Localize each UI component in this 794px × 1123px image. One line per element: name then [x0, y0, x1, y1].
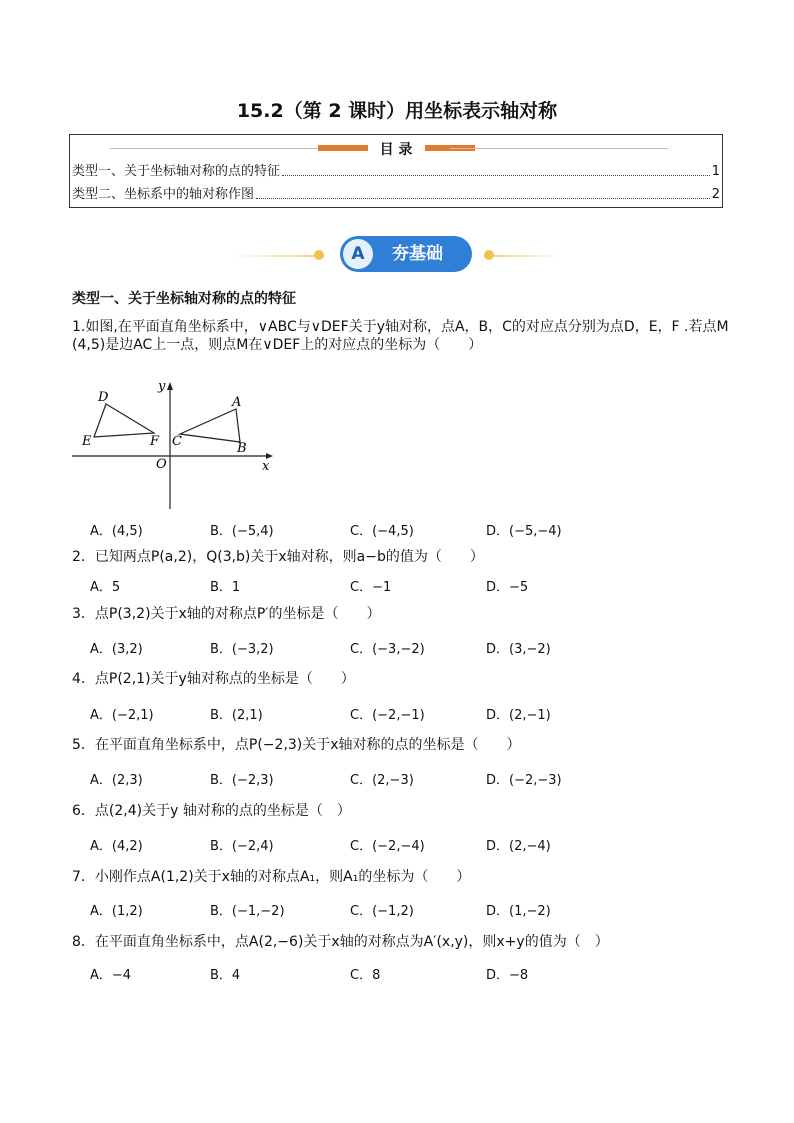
- table-of-contents: [69, 134, 723, 208]
- option-d[interactable]: D．(−2,−3): [486, 773, 562, 788]
- option-c[interactable]: C．(−1,2): [350, 904, 414, 919]
- section-badge-row: [0, 236, 794, 276]
- question-4-options: [90, 704, 690, 724]
- option-a[interactable]: A．(3,2): [90, 642, 143, 657]
- question-7-stem: 7．小刚作点A(1,2)关于x轴的对称点A₁，则A₁的坐标为（ ）: [72, 869, 471, 885]
- label-y: y: [158, 379, 166, 394]
- question-2-stem: 2．已知两点P(a,2)，Q(3,b)关于x轴对称，则a−b的值为（ ）: [72, 549, 484, 565]
- option-b[interactable]: B．(−3,2): [210, 642, 274, 657]
- question-5-stem: 5．在平面直角坐标系中，点P(−2,3)关于x轴对称的点的坐标是（ ）: [72, 737, 521, 753]
- question-8-stem: 8．在平面直角坐标系中，点A(2,−6)关于x轴的对称点为A′(x,y)，则x+y的值为（ ）: [72, 934, 609, 950]
- option-a[interactable]: A．5: [90, 580, 121, 595]
- question-5-options: [90, 769, 690, 789]
- badge-line-right: [494, 255, 564, 257]
- page-title: 15.2（第 2 课时）用坐标表示轴对称: [236, 100, 558, 122]
- section-title: 类型一、关于坐标轴对称的点的特征: [72, 291, 296, 307]
- option-d[interactable]: D．−8: [486, 968, 529, 983]
- option-c[interactable]: C．−1: [350, 580, 392, 595]
- question-1-stem: 1.如图,在平面直角坐标系中，∨ABC与∨DEF关于y轴对称，点A，B，C的对应点分别为点D，E，F .若点M (4,5)是边AC上一点，则点M在∨DEF上的对应点的坐标为（ ）: [72, 319, 729, 353]
- option-d[interactable]: D．(−5,−4): [486, 524, 562, 539]
- toc-heading: 目 录: [379, 142, 413, 158]
- label-e: E: [82, 434, 92, 449]
- option-a[interactable]: A．(2,3): [90, 773, 143, 788]
- question-3-stem: 3．点P(3,2)关于x轴的对称点P′的坐标是（ ）: [72, 606, 381, 622]
- option-d[interactable]: D．(2,−1): [486, 708, 551, 723]
- option-c[interactable]: C．(−4,5): [350, 524, 414, 539]
- option-a[interactable]: A．(1,2): [90, 904, 143, 919]
- question-3-options: [90, 638, 690, 658]
- option-c[interactable]: C．(−3,−2): [350, 642, 425, 657]
- y-axis-arrow-icon: [167, 382, 173, 390]
- option-a[interactable]: A．−4: [90, 968, 132, 983]
- label-f: F: [150, 434, 160, 449]
- option-b[interactable]: B．(−2,3): [210, 773, 274, 788]
- option-b[interactable]: B．(2,1): [210, 708, 263, 723]
- label-a: A: [232, 395, 242, 410]
- option-b[interactable]: B．1: [210, 580, 241, 595]
- option-a[interactable]: A．(4,5): [90, 524, 143, 539]
- question-7-options: [90, 900, 690, 920]
- label-origin: O: [156, 457, 167, 472]
- option-d[interactable]: D．(2,−4): [486, 839, 551, 854]
- option-a[interactable]: A．(−2,1): [90, 708, 154, 723]
- toc-item-2[interactable]: [72, 186, 720, 202]
- toc-item-label: 类型二、坐标系中的轴对称作图: [72, 187, 255, 202]
- question-6-options: [90, 835, 690, 855]
- toc-header: [70, 139, 722, 159]
- option-b[interactable]: B．(−5,4): [210, 524, 274, 539]
- toc-item-1[interactable]: [72, 163, 720, 179]
- badge-dot-left: [314, 250, 324, 260]
- label-d: D: [98, 390, 109, 405]
- option-b[interactable]: B．4: [210, 968, 241, 983]
- question-4-stem: 4．点P(2,1)关于y轴对称点的坐标是（ ）: [72, 671, 355, 687]
- badge-letter: A: [343, 239, 373, 269]
- question-2-options: [90, 576, 690, 596]
- option-d[interactable]: D．(1,−2): [486, 904, 551, 919]
- option-c[interactable]: C．8: [350, 968, 381, 983]
- question-6-stem: 6．点(2,4)关于y 轴对称的点的坐标是（ ）: [72, 803, 351, 819]
- option-d[interactable]: D．(3,−2): [486, 642, 551, 657]
- option-b[interactable]: B．(−2,4): [210, 839, 274, 854]
- toc-divider-right: [450, 148, 668, 149]
- triangle-abc: [180, 409, 240, 442]
- option-a[interactable]: A．(4,2): [90, 839, 143, 854]
- badge-text: 夯基础: [392, 244, 443, 264]
- option-c[interactable]: C．(−2,−4): [350, 839, 425, 854]
- question-8-options: [90, 964, 690, 984]
- label-b: B: [237, 441, 247, 456]
- toc-item-label: 类型一、关于坐标轴对称的点的特征: [72, 164, 281, 179]
- question-1-options: [90, 520, 690, 540]
- triangle-figure: [70, 378, 280, 512]
- option-b[interactable]: B．(−1,−2): [210, 904, 285, 919]
- label-c: C: [172, 434, 182, 449]
- toc-item-page: 2: [711, 187, 720, 202]
- badge-dot-right: [484, 250, 494, 260]
- toc-leader-dots: [256, 198, 710, 199]
- toc-leader-dots: [282, 175, 710, 176]
- badge-line-left: [232, 255, 314, 257]
- option-c[interactable]: C．(−2,−1): [350, 708, 425, 723]
- triangle-def: [94, 404, 154, 437]
- section-badge: [340, 236, 472, 272]
- label-x: x: [262, 459, 270, 474]
- option-d[interactable]: D．−5: [486, 580, 529, 595]
- option-c[interactable]: C．(2,−3): [350, 773, 414, 788]
- toc-item-page: 1: [711, 164, 720, 179]
